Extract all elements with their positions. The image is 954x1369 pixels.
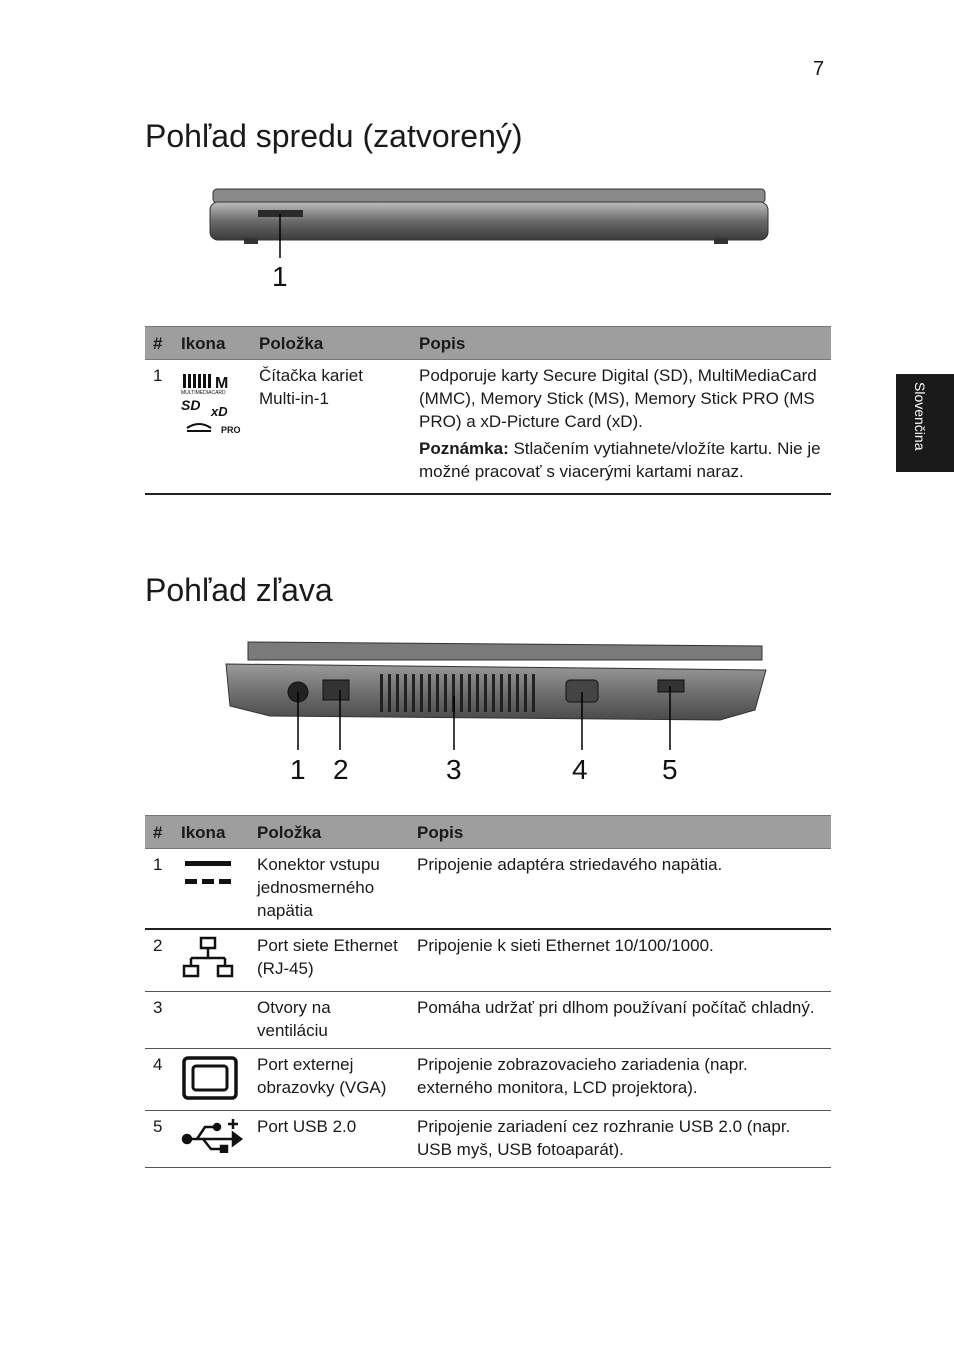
row-num: 1 (145, 849, 173, 930)
section-title-left: Pohľad zľava (145, 572, 333, 608)
left-callout-1: 1 (290, 754, 306, 785)
left-callout-5: 5 (662, 754, 678, 785)
svg-text:MULTIMEDIACARD: MULTIMEDIACARD (181, 390, 226, 396)
card-reader-logos-icon (173, 360, 251, 495)
col-header-icon: Ikona (173, 816, 249, 849)
row-note (419, 437, 825, 483)
row-num: 3 (145, 991, 173, 1048)
col-header-icon: Ikona (173, 327, 251, 360)
usb-icon (173, 1110, 249, 1167)
row-num: 5 (145, 1110, 173, 1167)
row-item: Port siete Ethernet (RJ-45) (249, 929, 409, 991)
row-num: 2 (145, 929, 173, 991)
svg-text:M: M (215, 375, 229, 392)
svg-text:xD: xD (211, 404, 228, 419)
row-item: Port externej obrazovky (VGA) (249, 1048, 409, 1110)
left-callout-4: 4 (572, 754, 588, 785)
language-tab (896, 374, 954, 472)
col-header-desc: Popis (409, 816, 831, 849)
ethernet-icon (173, 929, 249, 991)
row-desc: Pripojenie k sieti Ethernet 10/100/1000. (409, 929, 831, 991)
row-item: Čítačka kariet Multi-in-1 (251, 360, 411, 495)
language-tab-label: Slovenčina (912, 382, 928, 451)
row-desc: Pomáha udržať pri dlhom používaní počítač chladný. (409, 991, 831, 1048)
table-row (145, 360, 831, 495)
row-icon-empty (173, 991, 249, 1048)
left-callout-3: 3 (446, 754, 462, 785)
dc-in-icon (173, 849, 249, 930)
row-desc: Pripojenie adaptéra striedavého napätia. (409, 849, 831, 930)
table-row (145, 1048, 831, 1110)
table-row (145, 849, 831, 930)
row-item: Port USB 2.0 (249, 1110, 409, 1167)
left-callout-2: 2 (333, 754, 349, 785)
left-ports-table (145, 815, 831, 1168)
row-item: Konektor vstupu jednosmerného napätia (249, 849, 409, 930)
front-callout-1: 1 (272, 261, 288, 292)
laptop-front-illustration (200, 180, 780, 300)
page-number: 7 (813, 58, 825, 80)
table-row (145, 1110, 831, 1167)
front-ports-table (145, 326, 831, 495)
table-row (145, 991, 831, 1048)
svg-text:PRO: PRO (221, 425, 241, 435)
row-item: Otvory na ventiláciu (249, 991, 409, 1048)
row-num: 1 (145, 360, 173, 495)
laptop-left-illustration (200, 630, 780, 790)
col-header-item: Položka (251, 327, 411, 360)
row-desc: Pripojenie zobrazovacieho zariadenia (napr. externého monitora, LCD projektora). (409, 1048, 831, 1110)
note-text: Stlačením vytiahnete/vložíte kartu. Nie je možné pracovať s viacerými kartami naraz. (419, 439, 821, 481)
col-header-num: # (145, 816, 173, 849)
col-header-item: Položka (249, 816, 409, 849)
note-label: Poznámka: (419, 439, 509, 458)
row-desc: Pripojenie zariadení cez rozhranie USB 2.0 (napr. USB myš, USB fotoaparát). (409, 1110, 831, 1167)
svg-text:SD: SD (181, 397, 201, 413)
row-num: 4 (145, 1048, 173, 1110)
col-header-desc: Popis (411, 327, 831, 360)
col-header-num: # (145, 327, 173, 360)
section-title-front: Pohľad spredu (zatvorený) (145, 118, 523, 154)
vga-icon (173, 1048, 249, 1110)
row-desc-cell (411, 360, 831, 495)
table-row (145, 929, 831, 991)
row-desc: Podporuje karty Secure Digital (SD), MultiMediaCard (MMC), Memory Stick (MS), Memory Stick PRO (MS PRO) a xD-Picture Card (xD). (419, 366, 817, 431)
